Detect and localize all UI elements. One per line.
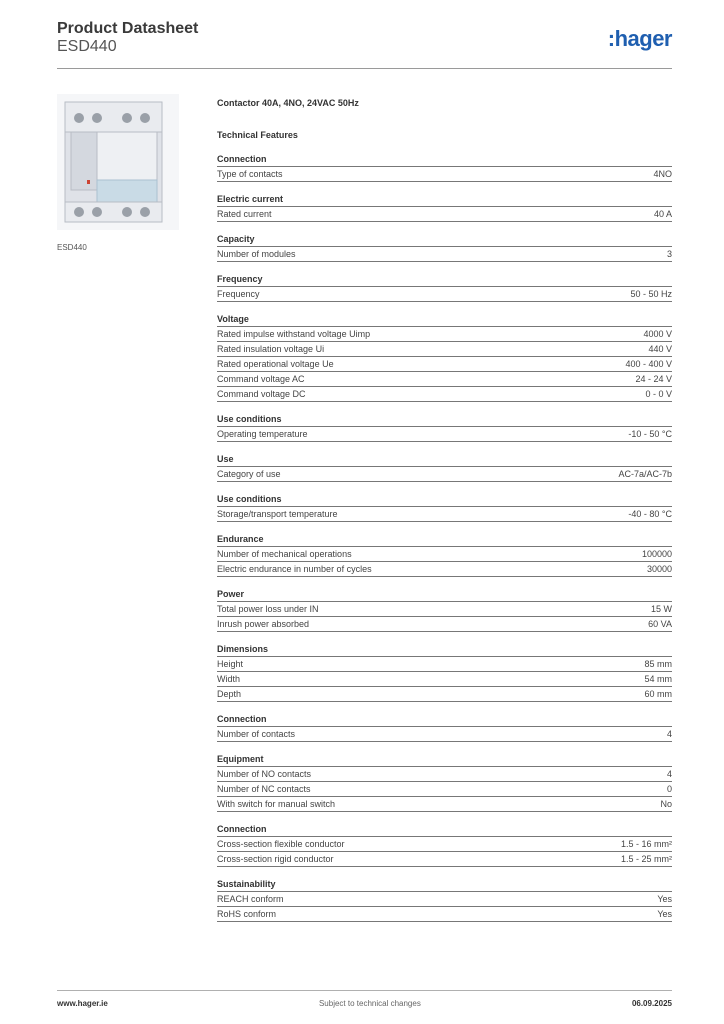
image-caption: ESD440 [57,243,87,252]
section-title: Endurance [217,534,264,544]
spec-label: Number of modules [217,249,296,259]
spec-section [217,587,672,632]
page-footer [57,990,672,1008]
spec-row [217,836,672,851]
spec-value: -10 - 50 °C [628,429,672,439]
spec-row [217,371,672,386]
section-title: Voltage [217,314,249,324]
technical-features-title: Technical Features [217,130,298,140]
spec-label: Number of NC contacts [217,784,311,794]
spec-value: 4 [666,769,672,779]
page-header [57,20,672,69]
product-code: ESD440 [57,38,117,55]
spec-section [217,877,672,922]
spec-rows [217,166,672,182]
spec-value: 0 - 0 V [645,389,672,399]
spec-value: 4000 V [643,329,672,339]
spec-value: 100000 [641,549,672,559]
spec-section [217,312,672,402]
spec-row [217,546,672,561]
section-title: Equipment [217,754,264,764]
spec-value: Yes [657,909,672,919]
spec-value: No [660,799,672,809]
spec-rows [217,891,672,922]
spec-row [217,891,672,906]
spec-rows [217,466,672,482]
spec-label: Cross-section flexible conductor [217,839,345,849]
spec-value: 400 - 400 V [625,359,672,369]
spec-label: Cross-section rigid conductor [217,854,334,864]
spec-label: Type of contacts [217,169,283,179]
spec-section [217,272,672,302]
spec-label: Category of use [217,469,281,479]
logo-text: hager [614,26,672,51]
spec-label: Width [217,674,241,684]
spec-label: Number of NO contacts [217,769,312,779]
spec-value: 50 - 50 Hz [630,289,672,299]
section-title: Use conditions [217,414,282,424]
spec-value: 1.5 - 16 mm² [620,839,672,849]
product-image [57,94,179,230]
spec-section [217,452,672,482]
spec-rows [217,286,672,302]
spec-label: Command voltage DC [217,389,306,399]
spec-sections [217,152,672,922]
spec-row [217,286,672,302]
spec-label: Rated impulse withstand voltage Uimp [217,329,371,339]
spec-row [217,781,672,796]
spec-value: 4 [666,729,672,739]
section-title: Use [217,454,234,464]
spec-label: Operating temperature [217,429,308,439]
section-title: Connection [217,154,267,164]
product-description: Contactor 40A, 4NO, 24VAC 50Hz [217,98,359,108]
spec-row [217,686,672,702]
spec-section [217,752,672,812]
spec-row [217,726,672,742]
spec-row [217,601,672,616]
spec-rows [217,601,672,632]
spec-section [217,412,672,442]
spec-rows [217,326,672,402]
section-title: Capacity [217,234,255,244]
spec-section [217,192,672,222]
section-title: Use conditions [217,494,282,504]
spec-label: Number of contacts [217,729,296,739]
spec-value: 0 [666,784,672,794]
spec-rows [217,766,672,812]
spec-value: 54 mm [644,674,672,684]
spec-value: 60 mm [644,689,672,699]
spec-row [217,671,672,686]
spec-label: Rated insulation voltage Ui [217,344,325,354]
spec-value: -40 - 80 °C [628,509,672,519]
spec-row [217,341,672,356]
spec-rows [217,546,672,577]
spec-value: AC-7a/AC-7b [618,469,672,479]
spec-section [217,152,672,182]
footer-date: 06.09.2025 [631,999,672,1008]
spec-rows [217,726,672,742]
spec-label: Rated current [217,209,272,219]
spec-value: 440 V [648,344,672,354]
spec-value: 85 mm [644,659,672,669]
spec-value: 60 VA [648,619,672,629]
spec-label: Number of mechanical operations [217,549,352,559]
spec-section [217,822,672,867]
spec-label: Inrush power absorbed [217,619,310,629]
spec-value: 15 W [650,604,672,614]
page-title: Product Datasheet [57,20,199,37]
section-title: Frequency [217,274,263,284]
footer-website[interactable]: www.hager.ie [57,999,108,1008]
spec-label: Frequency [217,289,260,299]
section-title: Connection [217,824,267,834]
spec-row [217,466,672,482]
spec-row [217,796,672,812]
contactor-illustration [57,94,179,230]
spec-row [217,356,672,371]
spec-label: Total power loss under IN [217,604,319,614]
spec-row [217,246,672,262]
spec-rows [217,246,672,262]
spec-row [217,561,672,577]
spec-section [217,492,672,522]
spec-row [217,616,672,632]
spec-rows [217,506,672,522]
spec-rows [217,426,672,442]
spec-row [217,166,672,182]
spec-label: Command voltage AC [217,374,305,384]
spec-row [217,426,672,442]
spec-section [217,712,672,742]
spec-value: Yes [657,894,672,904]
hager-logo: :hager [607,26,672,51]
spec-row [217,766,672,781]
spec-rows [217,656,672,702]
spec-label: Storage/transport temperature [217,509,338,519]
spec-label: Rated operational voltage Ue [217,359,334,369]
spec-label: Height [217,659,244,669]
spec-row [217,906,672,922]
spec-rows [217,836,672,867]
spec-label: Electric endurance in number of cycles [217,564,372,574]
section-title: Sustainability [217,879,276,889]
section-title: Connection [217,714,267,724]
spec-row [217,506,672,522]
section-title: Dimensions [217,644,269,654]
section-title: Electric current [217,194,284,204]
spec-row [217,326,672,341]
spec-row [217,386,672,402]
spec-row [217,851,672,867]
spec-section [217,232,672,262]
spec-rows [217,206,672,222]
spec-row [217,206,672,222]
spec-label: REACH conform [217,894,284,904]
footer-note: Subject to technical changes [318,999,421,1008]
spec-value: 3 [666,249,672,259]
datasheet-content [217,96,672,922]
spec-value: 24 - 24 V [635,374,672,384]
spec-row [217,656,672,671]
spec-label: With switch for manual switch [217,799,336,809]
section-title: Power [217,589,245,599]
spec-section [217,642,672,702]
spec-value: 1.5 - 25 mm² [620,854,672,864]
spec-section [217,532,672,577]
spec-label: Depth [217,689,242,699]
spec-value: 30000 [646,564,672,574]
spec-value: 4NO [653,169,672,179]
spec-value: 40 A [653,209,672,219]
spec-label: RoHS conform [217,909,277,919]
